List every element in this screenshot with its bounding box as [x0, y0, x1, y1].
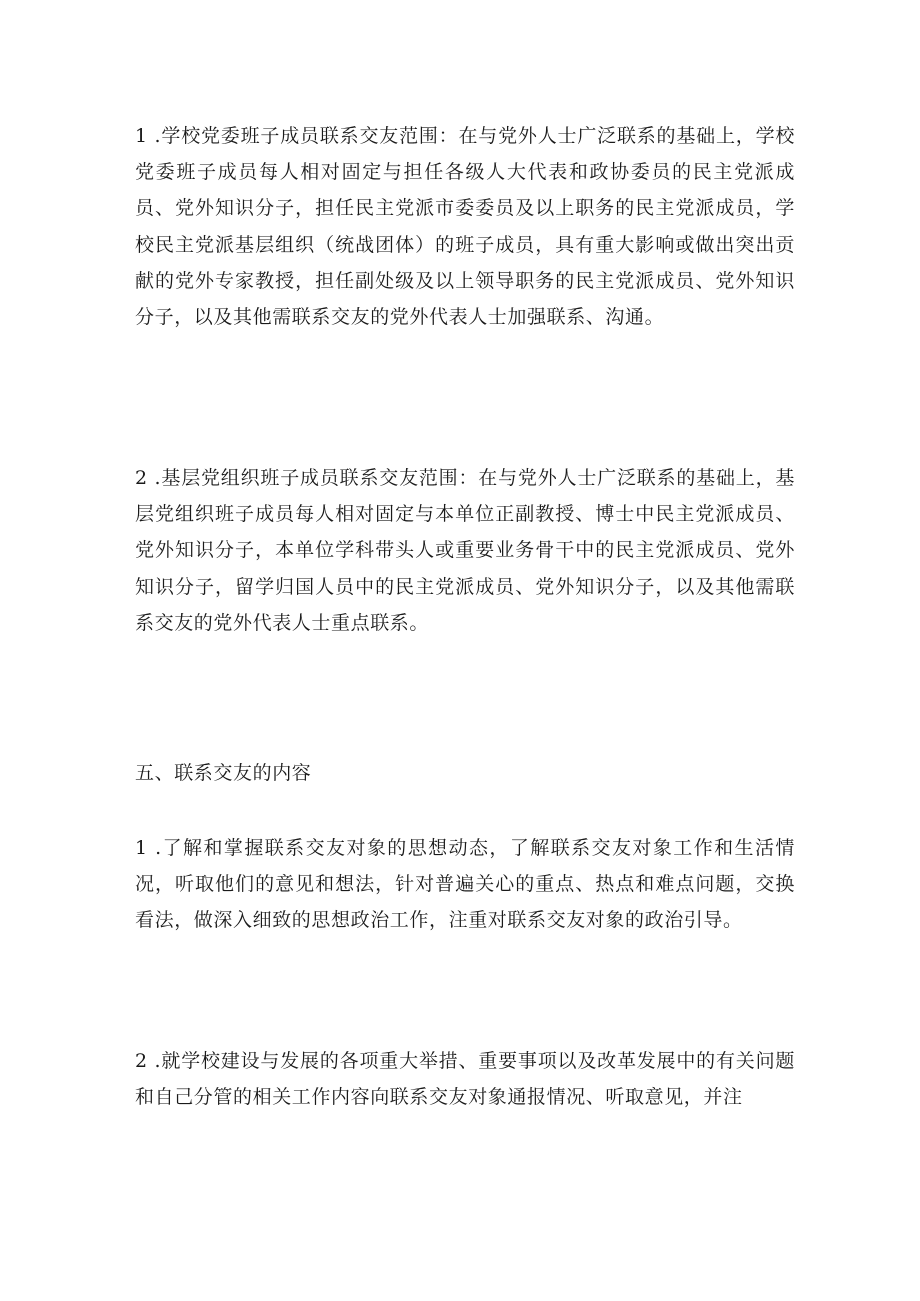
section-heading-contact-content: 五、联系交友的内容 — [135, 762, 312, 784]
paragraph-understand-thoughts: 1 .了解和掌握联系交友对象的思想动态，了解联系交友对象工作和生活情况，听取他们的意见和想法，针对普遍关心的重点、热点和难点问题，交换看法，做深入细致的思想政治工作，注重对联系交友对象的政治引导。 — [135, 837, 795, 932]
paragraph-report-situation: 2 .就学校建设与发展的各项重大举措、重要事项以及改革发展中的有关问题和自己分管的相关工作内容向联系交友对象通报情况、听取意见，并注 — [135, 1050, 795, 1109]
paragraph-contact-scope-grassroots: 2 .基层党组织班子成员联系交友范围：在与党外人士广泛联系的基础上，基层党组织班子成员每人相对固定与本单位正副教授、博士中民主党派成员、党外知识分子，本单位学科带头人或重要业务骨干中的民主党派成员、党外知识分子，留学归国人员中的民主党派成员、党外知识分子，以及其他需联系交友的党外代表人士重点联系。 — [135, 467, 795, 634]
paragraph-contact-scope-school-committee: 1 .学校党委班子成员联系交友范围：在与党外人士广泛联系的基础上，学校党委班子成员每人相对固定与担任各级人大代表和政协委员的民主党派成员、党外知识分子，担任民主党派市委委员及以上职务的民主党派成员，学校民主党派基层组织（统战团体）的班子成员，具有重大影响或做出突出贡献的党外专家教授，担任副处级及以上领导职务的民主党派成员、党外知识分子，以及其他需联系交友的党外代表人士加强联系、沟通。 — [135, 125, 795, 329]
